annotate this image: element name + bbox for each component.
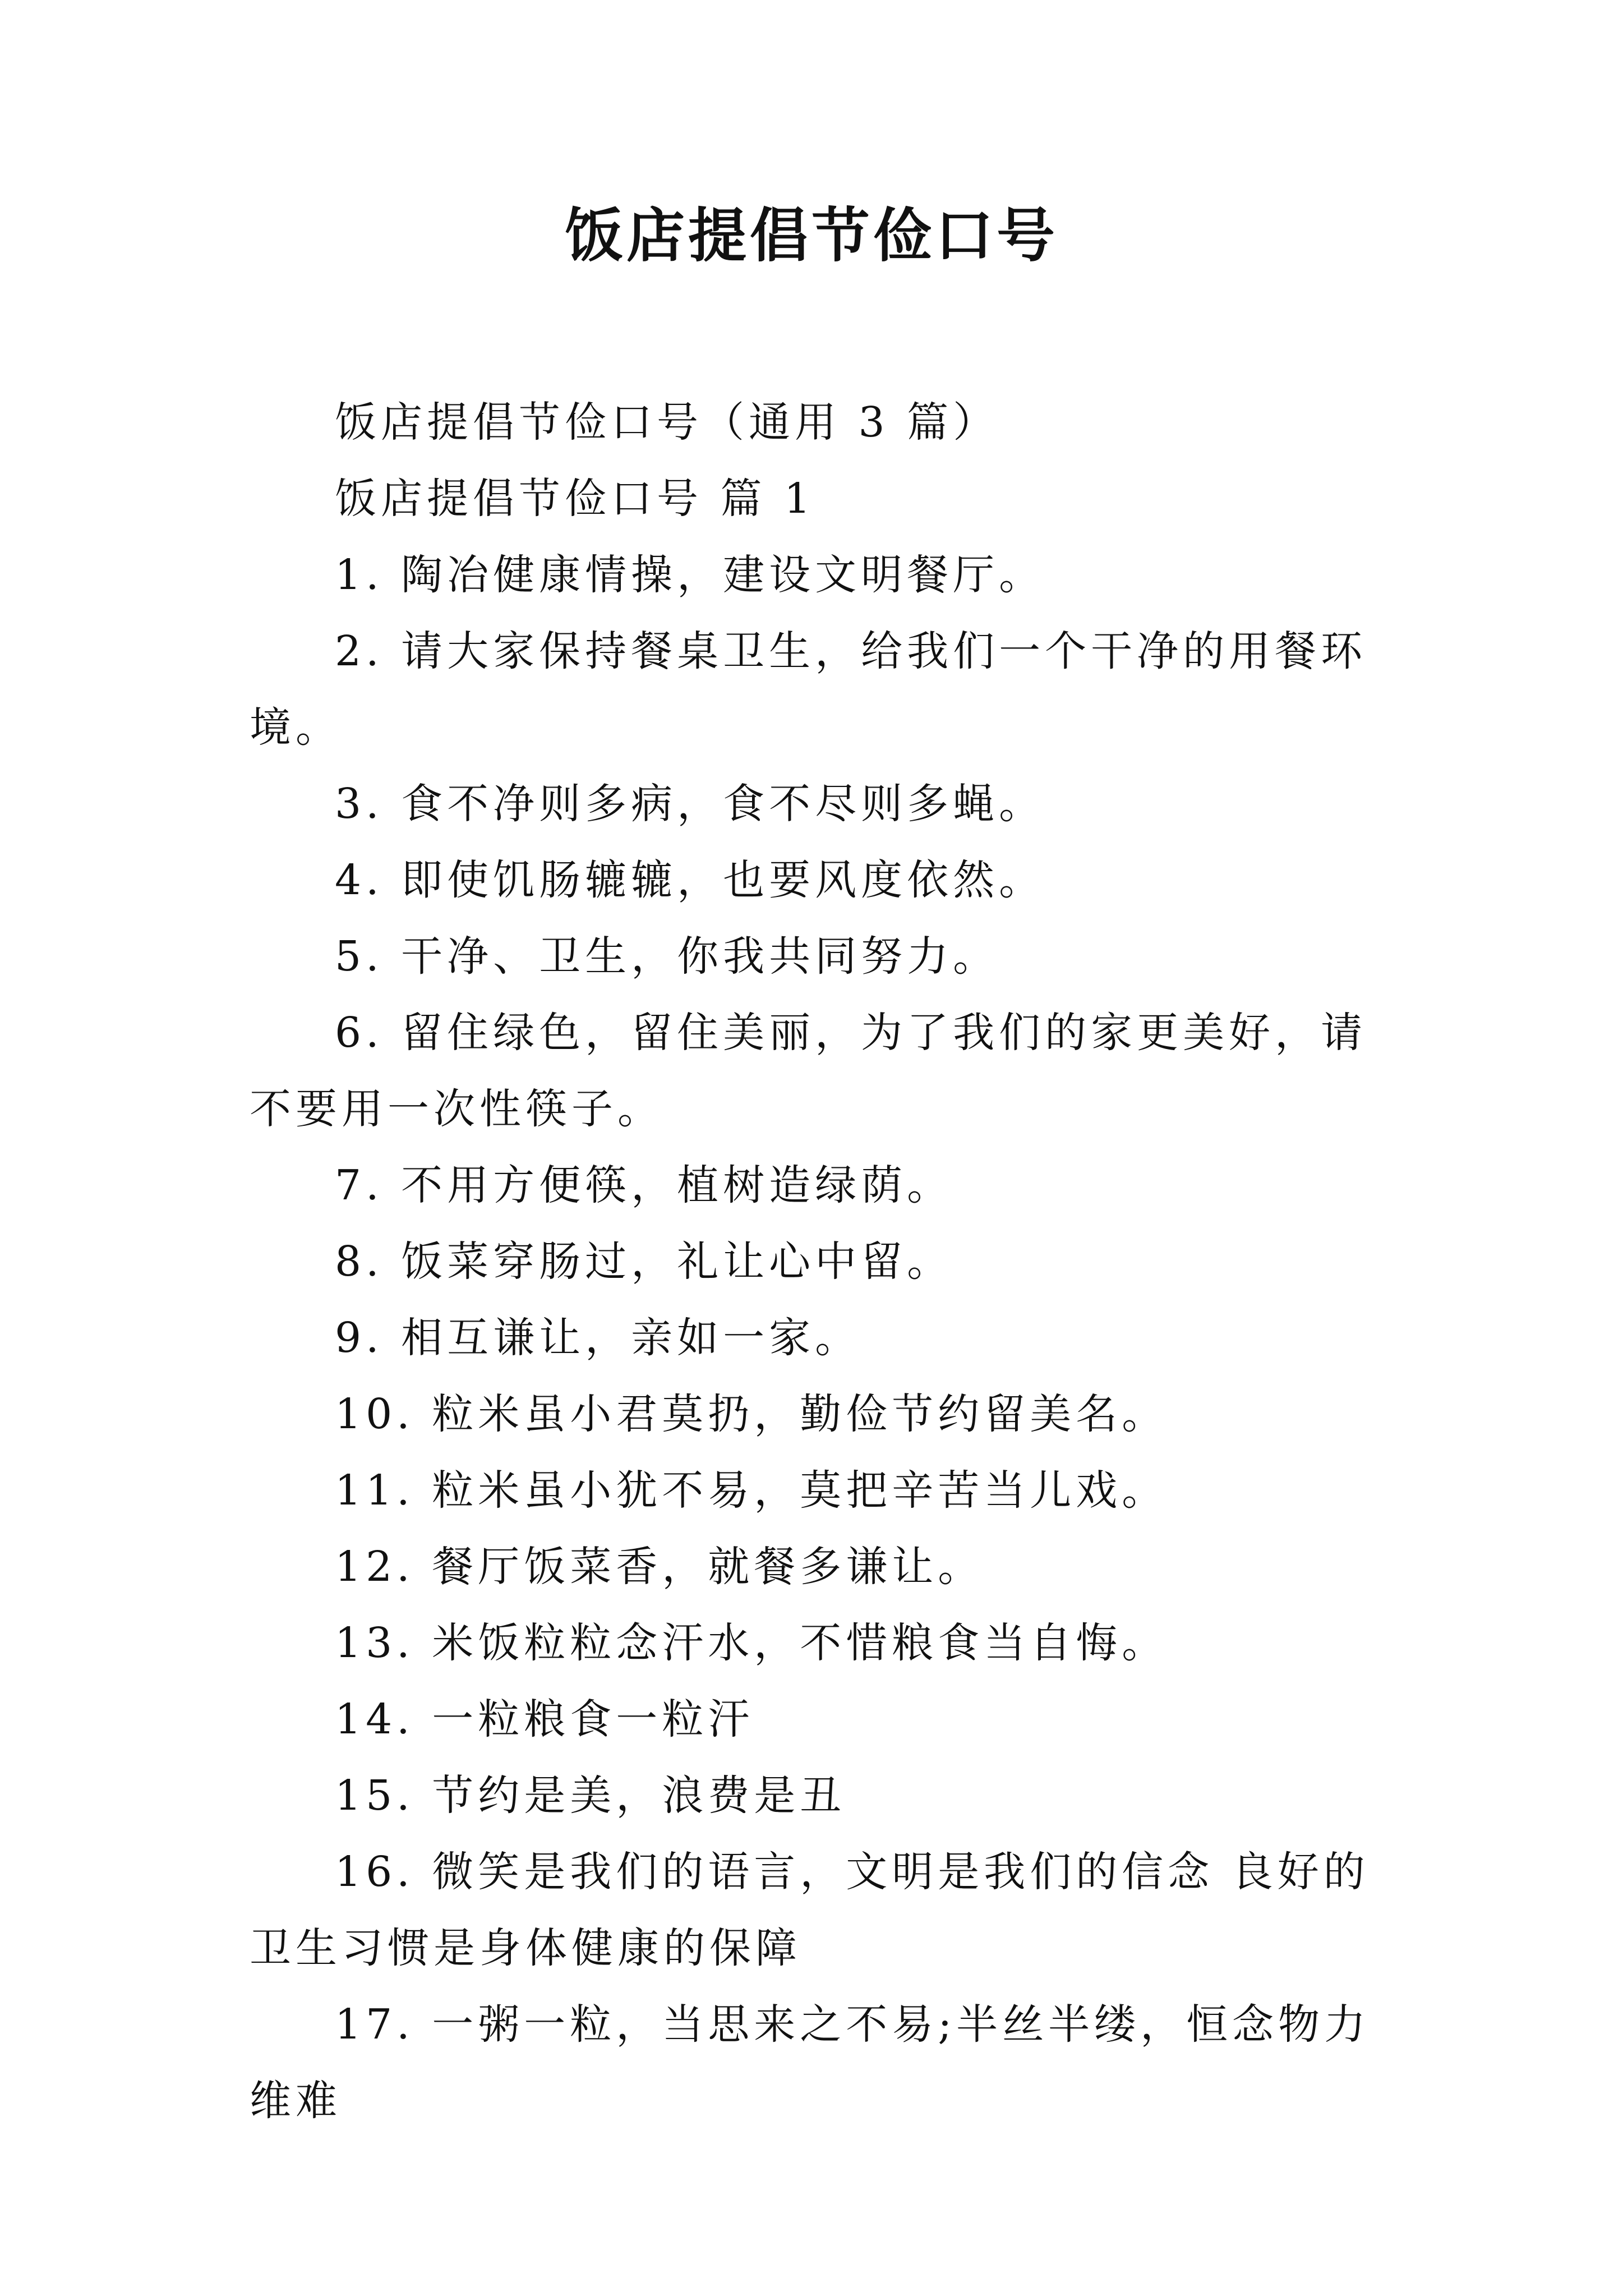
slogan-item: 6. 留住绿色，留住美丽，为了我们的家更美好，请不要用一次性筷子。	[250, 1009, 1367, 1133]
slogan-item: 15. 节约是美，浪费是丑	[335, 1772, 846, 1820]
slogan-item: 3. 食不净则多病，食不尽则多蝇。	[335, 780, 1045, 828]
document-title: 饭店提倡节俭口号	[564, 201, 1058, 270]
slogan-item: 2. 请大家保持餐桌卫生，给我们一个干净的用餐环境。	[250, 627, 1367, 752]
slogan-item: 14. 一粒粮食一粒汗	[335, 1695, 754, 1743]
slogan-item: 10. 粒米虽小君莫扔，勤俭节约留美名。	[335, 1390, 1168, 1438]
slogan-item: 7. 不用方便筷，植树造绿荫。	[335, 1161, 953, 1209]
slogan-item: 13. 米饭粒粒念汗水，不惜粮食当自悔。	[335, 1619, 1168, 1667]
slogan-item: 5. 干净、卫生，你我共同努力。	[335, 932, 999, 981]
slogan-item: 17. 一粥一粒，当思来之不易;半丝半缕，恒念物力维难	[250, 2000, 1371, 2125]
slogan-item: 9. 相互谦让，亲如一家。	[335, 1314, 861, 1362]
slogan-item: 1. 陶冶健康情操，建设文明餐厅。	[335, 551, 1045, 599]
slogan-item: 4. 即使饥肠辘辘，也要风度依然。	[335, 856, 1045, 904]
slogan-item: 12. 餐厅饭菜香，就餐多谦让。	[335, 1543, 984, 1591]
document-subtitle: 饭店提倡节俭口号（通用 3 篇）	[335, 398, 999, 447]
section-heading: 饭店提倡节俭口号 篇 1	[335, 475, 815, 523]
slogan-item: 8. 饭菜穿肠过，礼让心中留。	[335, 1237, 953, 1286]
slogan-item: 11. 粒米虽小犹不易，莫把辛苦当儿戏。	[335, 1466, 1168, 1515]
document-body	[250, 384, 1388, 2139]
slogan-item: 16. 微笑是我们的语言，文明是我们的信念 良好的卫生习惯是身体健康的保障	[250, 1848, 1370, 1972]
